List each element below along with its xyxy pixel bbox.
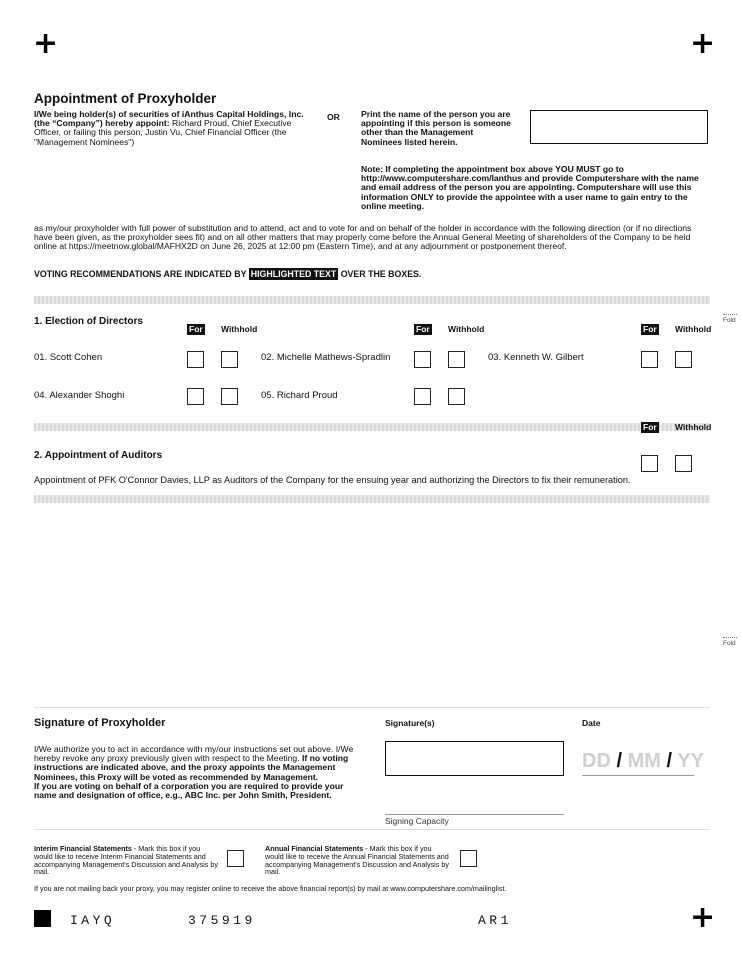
divider (34, 707, 710, 708)
signature-label: Signature(s) (385, 718, 435, 728)
date-separator: / (666, 750, 673, 772)
withhold-label: Withhold (221, 324, 258, 334)
withhold-label: Withhold (675, 324, 712, 334)
interim-statements-text (34, 845, 220, 876)
auditors-title: 2. Appointment of Auditors (34, 450, 163, 461)
for-label: For (643, 422, 657, 432)
auditors-text: Appointment of PFK O'Connor Davies, LLP as Auditors of the Company for the ensuing year and authorizing the Directors to fix their remuneration. (34, 475, 631, 485)
interim-statements-bold: Interim Financial Statements (34, 844, 132, 853)
registration-square-icon (34, 910, 51, 927)
withhold-label: Withhold (448, 324, 485, 334)
mailing-list-note: If you are not mailing back your proxy, you may register online to receive the above financial report(s) by mail at www.computershare.com/mailinglist. (34, 884, 507, 893)
interim-statements-rest: - Mark this box if you would like to receive Interim Financial Statements and accompanying Management's Discussion and Analysis by mail. (34, 844, 218, 877)
annual-statements-text (265, 845, 451, 876)
voting-rec-suffix: OVER THE BOXES. (340, 269, 422, 279)
withhold-checkbox[interactable] (675, 351, 692, 368)
annual-statements-rest: - Mark this box if you would like to receive the Annual Financial Statements and accompanying Management's Discussion and Analysis by mail. (265, 844, 449, 877)
for-checkbox[interactable] (187, 351, 204, 368)
signature-para-bold: If no voting instructions are indicated above, and the proxy appoints the Management Nominees, this Proxy will be voted as recommended by Management. (34, 753, 349, 782)
registration-cross-icon: + (33, 26, 59, 61)
date-input[interactable] (582, 750, 704, 773)
voting-recommendation-note (34, 269, 421, 279)
appoint-intro (34, 110, 312, 147)
form-code: IAYQ (70, 913, 116, 928)
date-label: Date (582, 718, 601, 728)
date-dd: DD (582, 750, 611, 772)
candidate-name: 02. Michelle Mathews-Spradlin (261, 352, 391, 363)
appointment-note: Note: If completing the appointment box above YOU MUST go to http://www.computershare.com/Ianthus and provide Computershare with the name and email address of the person you are appointing. Computershare will use this information ONLY to provide the appointee with a user name to gain entry to the online meeting. (361, 164, 699, 211)
signature-para-normal: I/We authorize you to act in accordance with my/our instructions set out above. I/We hereby revoke any proxy previously given with respect to the Meeting. (34, 744, 354, 764)
or-label: OR (327, 112, 340, 122)
appoint-intro-bold: I/We being holder(s) of securities of iAnthus Capital Holdings, Inc. (the “Company”) hereby appoint: (34, 109, 304, 129)
for-checkbox[interactable] (414, 388, 431, 405)
registration-cross-icon: + (690, 26, 716, 61)
withhold-checkbox[interactable] (221, 351, 238, 368)
annual-statements-checkbox[interactable] (460, 850, 477, 867)
withhold-checkbox[interactable] (448, 351, 465, 368)
proxy-authority-text: as my/our proxyholder with full power of substitution and to attend, act and to vote for and on behalf of the holder in accordance with the following direction (or if no directions have been given, as the proxyholder sees fit) and on all other matters that may properly come before the Annual General Meeting of shareholders of the Company to be held online at https://meetnow.global/MAFHX2D on June 26, 2025 at 12:00 pm (Eastern Time), and at any adjournment or postponement thereof. (34, 223, 692, 252)
candidate-name: 03. Kenneth W. Gilbert (488, 352, 584, 363)
withhold-label: Withhold (675, 422, 712, 432)
fold-label: Fold (723, 640, 736, 647)
signing-capacity-label: Signing Capacity (385, 816, 449, 826)
candidate-name: 04. Alexander Shoghi (34, 390, 125, 401)
withhold-checkbox[interactable] (221, 388, 238, 405)
page-title: Appointment of Proxyholder (34, 91, 217, 106)
withhold-checkbox[interactable] (675, 455, 692, 472)
interim-statements-checkbox[interactable] (227, 850, 244, 867)
section-divider (34, 423, 710, 431)
for-label: For (189, 324, 203, 334)
for-label: For (416, 324, 430, 334)
registration-cross-icon: + (690, 900, 716, 935)
appointee-name-input[interactable] (530, 110, 708, 144)
voting-rec-highlight: HIGHLIGHTED TEXT (250, 269, 337, 279)
for-checkbox[interactable] (641, 455, 658, 472)
signature-input[interactable] (385, 741, 564, 776)
for-checkbox[interactable] (641, 351, 658, 368)
appoint-intro-rest: Richard Proud, Chief Executive Officer, or failing this person, Justin Vu, Chief Financial Officer (the "Management Nominees") (34, 118, 292, 147)
candidate-name: 05. Richard Proud (261, 390, 338, 401)
annual-statements-bold: Annual Financial Statements (265, 844, 364, 853)
divider (34, 829, 710, 830)
form-code: AR1 (478, 913, 512, 928)
print-name-instruction: Print the name of the person you are appointing if this person is someone other than the Management Nominees listed herein. (361, 109, 511, 147)
for-checkbox[interactable] (414, 351, 431, 368)
signing-capacity-line[interactable] (385, 814, 564, 815)
candidate-name: 01. Scott Cohen (34, 352, 103, 363)
date-underline (582, 775, 694, 776)
section-divider (34, 296, 710, 304)
date-separator: / (616, 750, 623, 772)
section-divider (34, 495, 710, 503)
signature-title: Signature of Proxyholder (34, 717, 166, 729)
signature-para-bold2: If you are voting on behalf of a corporation you are required to provide your name and designation of office, e.g., ABC Inc. per John Smith, President. (34, 780, 344, 801)
fold-label: Fold (723, 317, 736, 324)
form-code: 375919 (188, 913, 256, 928)
withhold-checkbox[interactable] (448, 388, 465, 405)
fold-line (723, 314, 737, 315)
for-label: For (643, 324, 657, 334)
for-checkbox[interactable] (187, 388, 204, 405)
date-mm: MM (627, 750, 661, 772)
fold-line (723, 637, 737, 638)
date-yy: YY (677, 750, 704, 772)
signature-instructions (34, 745, 362, 800)
election-title: 1. Election of Directors (34, 316, 143, 327)
voting-rec-prefix: VOTING RECOMMENDATIONS ARE INDICATED BY (34, 269, 247, 279)
